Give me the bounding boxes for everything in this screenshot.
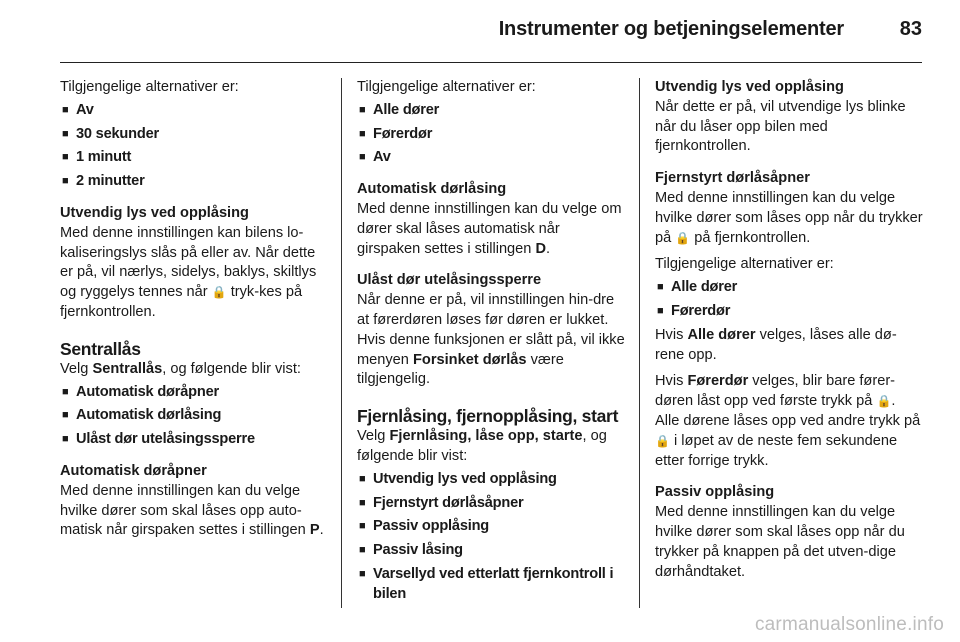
bullet-icon: ■ <box>62 385 69 398</box>
list-item: ■ Ulåst dør utelåsingssperre <box>60 430 326 450</box>
watermark: carmanualsonline.info <box>754 614 944 635</box>
page-header <box>60 0 922 63</box>
column-3 <box>655 78 923 582</box>
options-list <box>357 101 625 168</box>
list-item: ■ Av <box>357 148 625 168</box>
list-item: ■ Automatisk dørlåsing <box>60 406 326 426</box>
paragraph: Velg Fjernlåsing, låse opp, starte, og følgende blir vist: <box>357 428 607 464</box>
subheading: Fjernstyrt dørlåsåpner <box>655 170 810 187</box>
bullet-icon: ■ <box>359 496 366 509</box>
lock-icon: 🔒 <box>655 433 670 448</box>
list-item: ■ Alle dører <box>357 101 625 121</box>
options-intro: Tilgjengelige alternativer er: <box>357 79 536 95</box>
subheading: Utvendig lys ved opplåsing <box>655 79 844 95</box>
column-1 <box>60 78 326 541</box>
list-item: ■ 2 minutter <box>60 172 326 192</box>
bullet-icon: ■ <box>359 472 366 485</box>
list-item: ■ Fjernstyrt dørlåsåpner <box>357 494 625 514</box>
lock-icon: 🔒 <box>675 230 691 245</box>
subheading: Ulåst dør utelåsingssperre <box>357 272 542 289</box>
bullet-icon: ■ <box>657 304 664 317</box>
list-item: ■ Passiv låsing <box>357 541 625 561</box>
page-number: 83 <box>899 18 922 40</box>
paragraph: Hvis Førerdør velges, blir bare fører-døren låst opp ved første trykk på 🔒. Alle dørene låses opp ved andre trykk på 🔒 i løpet av de neste fem sekundene etter forrige trykk. <box>655 373 921 469</box>
options-list <box>655 278 923 322</box>
bullet-icon: ■ <box>359 127 366 140</box>
bullet-icon: ■ <box>62 409 69 422</box>
list-item: ■ Varsellyd ved etterlatt fjernkontroll i bilen <box>359 565 614 602</box>
ext-light-section <box>60 204 326 323</box>
page-title: Instrumenter og betjeningselementer <box>498 18 844 40</box>
subheading: Passiv opplåsing <box>655 484 775 501</box>
list-item: ■ Alle dører <box>655 278 923 298</box>
unlocked-door-section <box>357 271 625 390</box>
bullet-icon: ■ <box>62 103 69 116</box>
subheading: Automatisk døråpner <box>60 462 207 479</box>
paragraph: Med denne innstillingen kan du velge hvilke dører som skal låses opp auto-matisk når girspaken settes i stillingen P. <box>60 482 324 539</box>
lock-options-list <box>60 383 326 450</box>
bullet-icon: ■ <box>62 433 69 446</box>
paragraph: Med denne innstillingen kan bilens lo-kaliseringslys slås på eller av. Når dette er på, vil nærlys, sidelys, baklys, skiltlys og ryggelys tennes når 🔒 tryk-kes på fjernkontrollen. <box>60 224 317 320</box>
paragraph: Når dette er på, vil utvendige lys blinke når du låser opp bilen med fjernkontrollen. <box>655 98 906 155</box>
bullet-icon: ■ <box>62 127 69 140</box>
column-2 <box>357 78 625 609</box>
list-item: ■ Passiv opplåsing <box>357 517 625 537</box>
list-item: ■ 30 sekunder <box>60 125 326 145</box>
paragraph: Når denne er på, vil innstillingen hin-dre at førerdøren løses før døren er lukket. Hvis denne funksjonen er slått på, vil ikke menyen Forsinket dørlås være tilgjengelig. <box>357 292 625 388</box>
subheading: Automatisk dørlåsing <box>357 181 507 198</box>
remote-opener-section <box>655 169 923 248</box>
bullet-icon: ■ <box>359 567 366 580</box>
bullet-icon: ■ <box>62 175 69 188</box>
section-heading: Sentrallås <box>60 338 141 359</box>
bullet-icon: ■ <box>359 520 366 533</box>
remote-options-list <box>357 470 625 605</box>
passive-unlock-section <box>655 483 923 582</box>
bullet-icon: ■ <box>359 544 366 557</box>
bullet-icon: ■ <box>359 151 366 164</box>
list-item: ■ Utvendig lys ved opplåsing <box>357 470 625 490</box>
bullet-icon: ■ <box>657 281 664 294</box>
list-item: ■ Av <box>60 101 326 121</box>
auto-lock-section <box>357 180 625 259</box>
list-item: ■ Førerdør <box>357 125 625 145</box>
subheading: Utvendig lys ved opplåsing <box>60 204 249 221</box>
paragraph: Velg Sentrallås, og følgende blir vist: <box>60 360 301 377</box>
ext-light-section <box>655 78 923 157</box>
paragraph: Med denne innstillingen kan du velge hvilke dører som skal låses opp når du trykker på knappen på det utven-dige dørhåndtaket. <box>655 504 905 580</box>
paragraph: Med denne innstillingen kan du velge hvilke dører som låses opp når du trykker på 🔒 på fjernkontrollen. <box>655 189 923 246</box>
paragraph: Hvis Alle dører velges, låses alle dø-rene opp. <box>655 326 897 363</box>
section-heading: Fjernlåsing, fjernopplåsing, start <box>357 406 619 427</box>
list-item: ■ Automatisk døråpner <box>60 383 326 403</box>
lock-icon: 🔒 <box>876 394 892 409</box>
options-intro: Tilgjengelige alternativer er: <box>60 79 239 95</box>
list-item: ■ Førerdør <box>655 302 923 322</box>
list-item: ■ 1 minutt <box>60 148 326 168</box>
bullet-icon: ■ <box>62 151 69 164</box>
lock-icon: 🔒 <box>211 285 227 300</box>
column-divider <box>639 78 640 608</box>
options-intro: Tilgjengelige alternativer er: <box>655 256 834 273</box>
column-divider <box>341 78 342 608</box>
auto-open-section <box>60 462 326 541</box>
options-list <box>60 101 326 192</box>
paragraph: Med denne innstillingen kan du velge om dører skal låses automatisk når girspaken settes i stillingen D. <box>357 200 622 257</box>
bullet-icon: ■ <box>359 103 366 116</box>
